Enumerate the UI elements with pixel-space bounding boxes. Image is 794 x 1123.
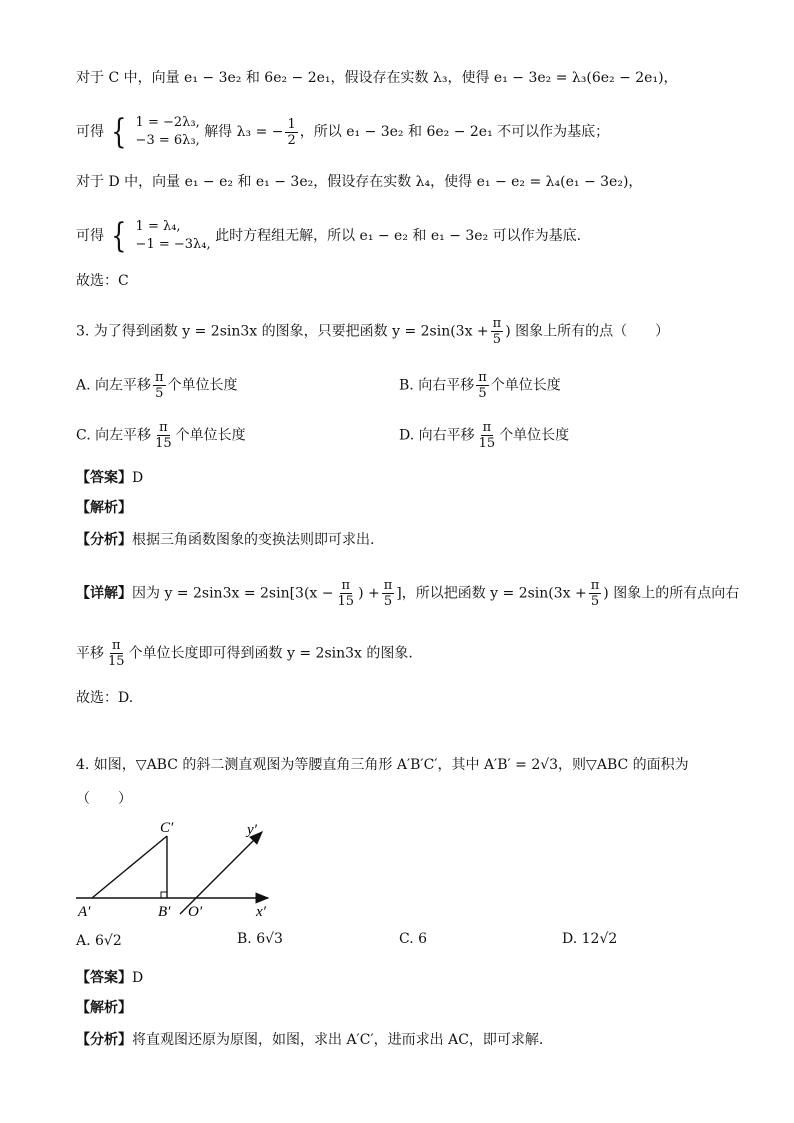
numerator: π <box>383 578 393 593</box>
numerator: π <box>341 578 351 593</box>
numerator: π <box>478 370 487 385</box>
question-3-detail-continued <box>76 638 413 669</box>
numerator: π <box>155 370 164 385</box>
detail-tag: 【详解】 <box>76 585 132 602</box>
label-c: C′ <box>160 820 174 836</box>
fraction <box>153 420 174 451</box>
denominator: 5 <box>492 332 502 347</box>
fenxi-tag: 【分析】 <box>76 532 132 548</box>
question-4-fenxi <box>76 1030 543 1050</box>
option-label: B. 向右平移 <box>399 377 475 394</box>
question-3-stem <box>76 316 669 347</box>
fraction <box>336 578 357 609</box>
system-lead: 可得 <box>76 124 104 140</box>
question-4-answer <box>76 968 143 988</box>
conclusion-text: ，所以 e₁ − 3e₂ 和 6e₂ − 2e₁ 不可以作为基底； <box>299 124 610 140</box>
detail-text: 因为 y = 2sin3x = 2sin[3(x − <box>132 585 334 602</box>
fraction <box>285 117 297 148</box>
label-y: y′ <box>247 822 257 838</box>
question-3-option-d[interactable] <box>399 420 569 451</box>
choose-c: 故选：C <box>76 273 129 289</box>
line-option-c-system <box>76 114 609 150</box>
equation-row: −1 = −3λ₄, <box>135 237 211 252</box>
denominator: 5 <box>478 386 487 401</box>
fraction <box>476 370 489 401</box>
question-3-answer <box>76 468 143 488</box>
denominator: 5 <box>383 594 393 609</box>
option-label: D. 向右平移 <box>399 427 475 444</box>
answer-value: D <box>132 970 144 986</box>
question-3-option-a[interactable] <box>76 370 238 401</box>
denominator: 5 <box>590 594 600 609</box>
detail-text: ) 图象上的所有点向右 <box>603 585 740 602</box>
stem-text: 3. 为了得到函数 y = 2sin3x 的图象，只要把函数 y = 2sin(3x + <box>76 323 489 340</box>
fraction <box>491 316 504 347</box>
conclusion-text: 此时方程组无解，所以 e₁ − e₂ 和 e₁ − 3e₂ 可以作为基底. <box>215 228 582 244</box>
question-4-stem: 4. 如图，▽ABC 的斜二测直观图为等腰直角三角形 A′B′C′，其中 A′B′ = 2√3，则▽ABC 的面积为 <box>76 757 689 773</box>
answer-tag: 【答案】 <box>76 470 132 486</box>
fenxi-text: 根据三角函数图象的变换法则即可求出. <box>132 532 375 548</box>
answer-value: D <box>132 470 144 486</box>
equation-row: 1 = −2λ₃, <box>135 115 200 130</box>
oblique-projection-figure <box>70 812 290 922</box>
detail-text: 平移 <box>76 645 104 662</box>
option-label: A. 向左平移 <box>76 377 152 394</box>
question-3-analysis-heading: 【解析】 <box>76 500 132 516</box>
question-3-option-c[interactable] <box>76 420 246 451</box>
side-a-c <box>92 836 167 898</box>
denominator: 15 <box>108 654 125 669</box>
question-4-option-c[interactable]: C. 6 <box>399 931 428 947</box>
equation-system <box>136 218 211 254</box>
right-angle-mark <box>161 892 167 898</box>
system-lead: 可得 <box>76 228 104 244</box>
question-4-option-b[interactable]: B. 6√3 <box>237 931 283 947</box>
detail-text: ]，所以把函数 y = 2sin(3x + <box>396 585 587 602</box>
answer-tag: 【答案】 <box>76 970 132 986</box>
numerator: π <box>590 578 600 593</box>
numerator: π <box>112 638 121 653</box>
y-axis <box>180 832 262 914</box>
fraction <box>477 420 498 451</box>
fraction <box>106 638 127 669</box>
numerator: π <box>492 316 502 331</box>
fraction <box>382 578 395 609</box>
question-3-detail <box>76 578 739 609</box>
option-text: 个单位长度 <box>167 377 238 394</box>
stem-text: ) 图象上所有的点（ ） <box>505 323 670 340</box>
line-option-c-vectors: 对于 C 中，向量 e₁ − 3e₂ 和 6e₂ − 2e₁，假设存在实数 λ₃，使得 e₁ − 3e₂ = λ₃(6e₂ − 2e₁)， <box>76 70 678 86</box>
question-4-option-a[interactable]: A. 6√2 <box>76 933 122 949</box>
denominator: 5 <box>155 386 164 401</box>
option-label: C. 向左平移 <box>76 427 152 444</box>
denominator: 15 <box>478 436 496 451</box>
label-a: A′ <box>78 904 91 920</box>
numerator: 1 <box>287 116 296 132</box>
question-4-analysis-heading: 【解析】 <box>76 1000 132 1016</box>
line-option-d-vectors: 对于 D 中，向量 e₁ − e₂ 和 e₁ − 3e₂，假设存在实数 λ₄，使得 e₁ − e₂ = λ₄(e₁ − 3e₂)， <box>76 174 643 190</box>
fraction <box>589 578 602 609</box>
fraction <box>153 370 166 401</box>
question-4-paren: （ ） <box>76 791 132 807</box>
denominator: 15 <box>337 594 355 609</box>
detail-text: ) + <box>358 585 380 602</box>
numerator: π <box>159 420 168 435</box>
denominator: 2 <box>287 132 296 148</box>
option-text: 个单位长度 <box>490 377 561 394</box>
label-o: O′ <box>188 904 203 920</box>
option-text: 个单位长度 <box>175 427 246 444</box>
question-4-option-d[interactable]: D. 12√2 <box>562 931 618 947</box>
equation-row: 1 = λ₄, <box>135 219 181 234</box>
brace-icon: { <box>111 112 127 152</box>
brace-icon: { <box>111 216 127 256</box>
question-3-option-b[interactable] <box>399 370 561 401</box>
fenxi-text: 将直观图还原为原图，如图，求出 A′C′，进而求出 AC，即可求解. <box>132 1032 544 1048</box>
equation-system <box>136 114 200 150</box>
label-x: x′ <box>256 904 266 920</box>
question-3-choose: 故选：D. <box>76 690 134 706</box>
equation-row: −3 = 6λ₃, <box>135 133 200 148</box>
option-text: 个单位长度 <box>499 427 570 444</box>
denominator: 15 <box>155 436 172 451</box>
detail-text: 个单位长度即可得到函数 y = 2sin3x 的图象. <box>128 645 413 662</box>
numerator: π <box>482 420 492 435</box>
question-3-fenxi <box>76 530 374 550</box>
fenxi-tag: 【分析】 <box>76 1032 132 1048</box>
solution-text: 解得 λ₃ = − <box>204 124 284 140</box>
line-option-d-system <box>76 218 581 254</box>
label-b: B′ <box>158 904 171 920</box>
